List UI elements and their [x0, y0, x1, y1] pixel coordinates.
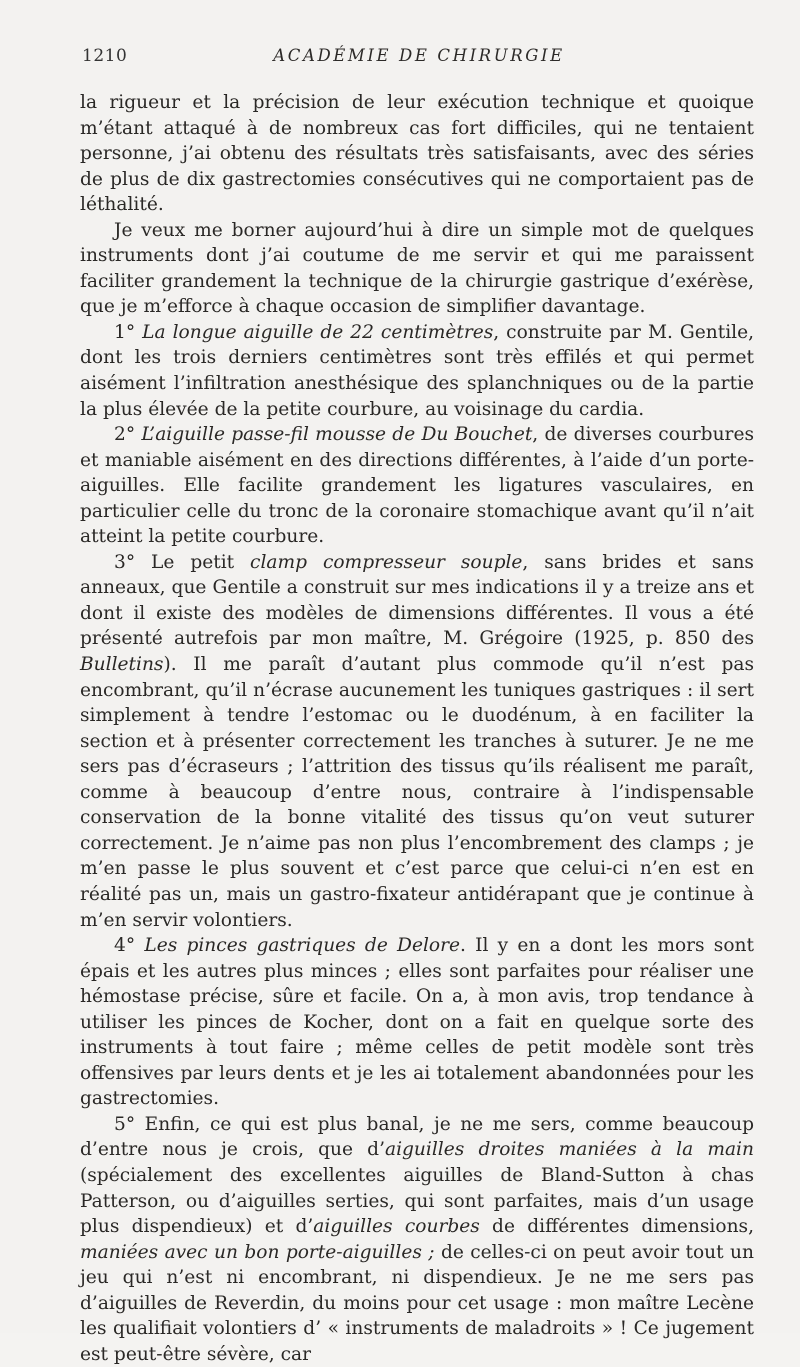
italic-text: aiguilles courbes [313, 1216, 480, 1238]
italic-text: Bulletins [80, 654, 164, 676]
italic-text: L’aiguille passe-fil mousse de Du Bouchet [141, 424, 533, 446]
paragraph-p2 [80, 320, 754, 422]
text-segment: (spécialement des excellentes aiguilles de Bland-Sutton à chas Patterson, ou d’aiguilles serties, qui sont parfaites, mais d’un usage plus dispendieux) et d’ [80, 1164, 754, 1238]
text-segment: 4° [114, 935, 145, 957]
running-title: ACADÉMIE DE CHIRURGIE [273, 46, 565, 65]
paragraph-p1 [80, 218, 754, 320]
paragraph-p6 [80, 1112, 754, 1367]
text-segment: 3° Le petit [114, 551, 251, 573]
text-segment: , construite par M. Gentile, dont les trois derniers centimètres sont très effilés et qui permet aisément l’infiltration anesthésique des splanchniques ou de la partie la plus élevée de la petite courbure, au voisinage du cardia. [80, 321, 755, 420]
body-text [80, 90, 754, 1367]
page-header [82, 46, 756, 70]
text-segment: 5° Enfin, ce qui est plus banal, je ne me sers, comme beaucoup d’entre nous je crois, que d’ [80, 1113, 754, 1161]
text-segment: de différentes dimensions, [479, 1216, 754, 1238]
paragraph-p3 [80, 422, 754, 550]
text-segment: . Il y en a dont les mors sont épais et les autres plus minces ; elles sont parfaites pour réaliser une hémostase précise, sûre et facile. On a, à mon avis, trop tendance à utiliser les pinces de Kocher, dont on a fait en quelque sorte des instruments à tout faire ; même celles de petit modèle sont très offensives par leurs dents et je les ai totalement abandonnées pour les gastrectomies. [80, 935, 754, 1110]
text-segment: , de diverses courbures et maniable aisément en des directions différentes, à l’aide d’un porte-aiguilles. Elle facilite grandement les ligatures vasculaires, en particulier celle du tronc de la coronaire stomachique avant qu’il n’ait atteint la petite courbure. [80, 424, 754, 548]
italic-text: La longue aiguille de 22 centimètres [142, 321, 494, 343]
italic-text: clamp compresseur souple [250, 551, 523, 573]
page-number: 1210 [82, 46, 128, 66]
text-segment: la rigueur et la précision de leur exécution technique et quoique m’étant attaqué à de nombreux cas fort difficiles, qui ne tentaient personne, j’ai obtenu des résultats très satisfaisants, avec des séries de plus de dix gastrectomies consécutives qui ne comportaient pas de léthalité. [80, 92, 754, 216]
text-segment: , sans brides et sans anneaux, que Gentile a construit sur mes indications il y a treize ans et dont il existe des modèles de dimensions différentes. Il vous a été présenté autrefois par mon maître, M. Grégoire (1925, p. 850 des [80, 551, 754, 650]
italic-text: aiguilles droites maniées à la main [385, 1139, 754, 1161]
italic-text: maniées avec un bon porte-aiguilles ; [80, 1241, 435, 1263]
paragraph-p5 [80, 933, 754, 1112]
text-segment: de celles-ci on peut avoir tout un jeu qui n’est ni encombrant, ni dispendieux. Je ne me sers pas d’aiguilles de Reverdin, du moins pour cet usage : mon maître Lecène les qualifiait volontiers d’ « instruments de maladroits » ! Ce jugement est peut-être sévère, car [80, 1241, 754, 1365]
text-segment: 2° [114, 424, 142, 446]
italic-text: Les pinces gastriques de Delore [144, 935, 460, 957]
paragraph-p4 [80, 550, 754, 933]
text-segment: Je veux me borner aujourd’hui à dire un simple mot de quelques instruments dont j’ai coutume de me servir et qui me paraissent faciliter grandement la technique de la chirurgie gastrique d’exérèse, que je m’efforce à chaque occasion de simplifier davantage. [80, 219, 754, 318]
paragraph-p0 [80, 90, 754, 218]
text-segment: ). Il me paraît d’autant plus commode qu’il n’est pas encombrant, qu’il n’écrase aucunement les tuniques gastriques : il sert simplement à tendre l’estomac ou le duodénum, à en faciliter la section et à présenter correctement les tranches à suturer. Je ne me sers pas d’écraseurs ; l’attrition des tissus qu’ils réalisent me paraît, comme à beaucoup d’entre nous, contraire à l’indispensable conservation de la bonne vitalité des tissus qu’on veut suturer correctement. Je n’aime pas non plus l’encombrement des clamps ; je m’en passe le plus souvent et c’est parce que celui-ci n’en est en réalité pas un, mais un gastro-fixateur antidérapant que je continue à m’en servir volontiers. [80, 654, 754, 931]
text-segment: 1° [114, 321, 143, 343]
